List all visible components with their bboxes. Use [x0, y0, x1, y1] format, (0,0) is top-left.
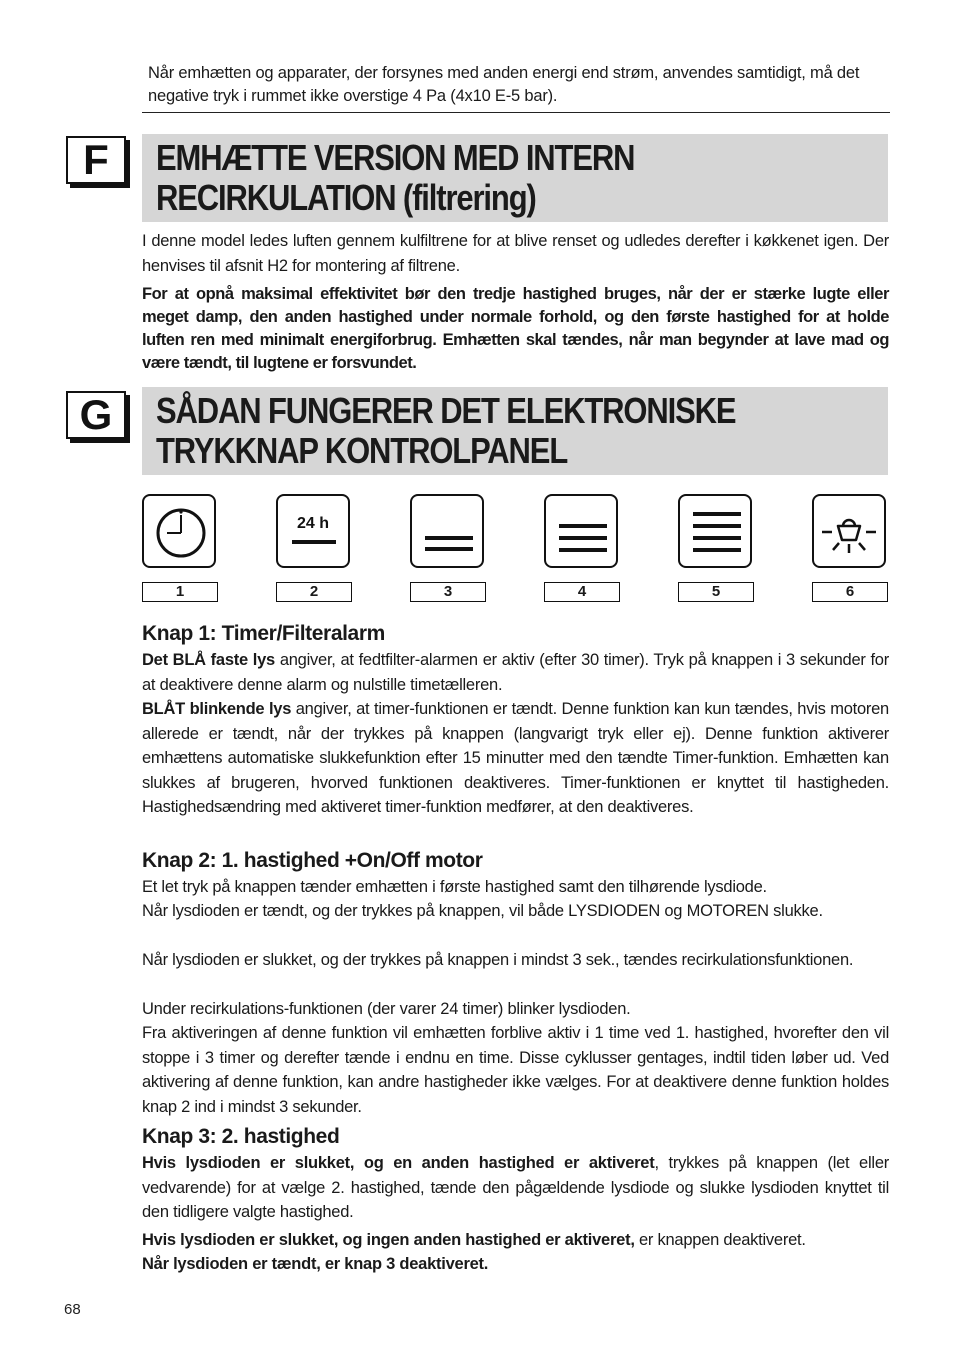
button-number: 3 [410, 582, 486, 602]
knap1-p1-bold: Det BLÅ faste lys [142, 651, 275, 669]
24h-icon [276, 494, 350, 568]
knap2-paragraph-4: Under recirkulations-funktionen (der varer 24 timer) blinker lysdioden. [142, 1000, 631, 1018]
knap1-p2-bold: BLÅT blinkende lys [142, 700, 292, 718]
knap2-paragraph-1: Et let tryk på knappen tænder emhætten i første hastighed samt den tilhørende lysdiode. [142, 878, 767, 896]
section-g-title-line1: SÅDAN FUNGERER DET ELEKTRONISKE [156, 390, 736, 431]
speed-4-lines-icon [678, 494, 752, 568]
page-number: 68 [64, 1301, 81, 1318]
button-number: 6 [812, 582, 888, 602]
knap3-p1-bold: Hvis lysdioden er slukket, og en anden hastighed er aktiveret [142, 1154, 655, 1172]
section-f-title-line1: EMHÆTTE VERSION MED INTERN [156, 137, 635, 178]
knap2-paragraph-2: Når lysdioden er tændt, og der trykkes på knappen, vil både LYSDIODEN og MOTOREN slukke. [142, 902, 823, 920]
knap2-paragraph-3: Når lysdioden er slukket, og der trykkes på knappen i mindst 3 sek., tændes recirkulationsfunktionen. [142, 951, 854, 969]
section-f-title-line2: RECIRKULATION [156, 177, 396, 218]
button-number: 2 [276, 582, 352, 602]
section-g-title-line2: TRYKKNAP KONTROLPANEL [156, 430, 568, 471]
knap1-paragraph-1 [142, 648, 889, 697]
section-f-letter: F [66, 136, 126, 184]
light-bulb-icon [812, 494, 886, 568]
knap3-p1-text: , trykkes på knappen (let eller vedvarende) for at vælge 2. hastighed, tænde den pågældende lysdiode og slukke lysdioden knyttet til den tidligere valgte hastighed. [142, 1154, 889, 1221]
knap3-paragraph-2 [142, 1228, 889, 1253]
divider [142, 112, 890, 113]
section-f-paragraph-1: I denne model ledes luften gennem kulfiltrene for at blive renset og udledes derefter i køkkenet igen. Der henvises til afsnit H2 for montering af filtrene. [142, 232, 889, 275]
knap1-heading: Knap 1: Timer/Filteralarm [142, 622, 385, 645]
timer-clock-icon [142, 494, 216, 568]
knap3-p2-text: er knappen deaktiveret. [634, 1231, 806, 1249]
speed-3-lines-icon [544, 494, 618, 568]
speed-2-lines-icon [410, 494, 484, 568]
knap3-p2-bold: Hvis lysdioden er slukket, og ingen anden hastighed er aktiveret, [142, 1231, 635, 1249]
button-number: 1 [142, 582, 218, 602]
section-f-paragraph-2: For at opnå maksimal effektivitet bør den tredje hastighed bruges, når der er stærke lugte eller meget damp, den anden hastighed under normale forhold, og den første hastighed for at holde luften ren med minimalt energiforbrug. Emhætten skal tændes, når man begynder at lave mad og være tændt, til lugtene er forsvundet. [142, 285, 889, 372]
knap3-paragraph-3 [142, 1252, 889, 1277]
intro-paragraph: Når emhætten og apparater, der forsynes med anden energi end strøm, anvendes samtidigt, må det negative tryk i rummet ikke overstige 4 Pa (4x10 E-5 bar). [148, 64, 860, 105]
section-f-title-box [142, 134, 888, 222]
knap1-paragraph-2 [142, 697, 889, 820]
knap1-p2-text: angiver, at timer-funktionen er tændt. Denne funktion kan kun tændes, hvis motoren allerede er tændt, når der trykkes på knappen (langvarigt tryk eller ej). Denne funktion aktiverer emhættens automatiske slukkefunktion efter 15 minutter med den tændte Timer-funktion. Emhætten kan slukkes af brugeren, hvorved funktionen deaktiveres. Timer-funktionen er knyttet til hastigheden. Hastighedsændring med aktiveret timer-funktion medfører, at den deaktiveres. [142, 700, 889, 816]
section-g-title-box [142, 387, 888, 475]
knap3-p3-bold: Når lysdioden er tændt, er knap 3 deaktiveret. [142, 1255, 489, 1273]
knap1-p1-text: angiver, at fedtfilter-alarmen er aktiv (efter 30 timer). Tryk på knappen i 3 sekunder for at deaktivere denne alarm og nulstille timetælleren. [142, 651, 889, 694]
24h-label: 24 h [296, 515, 330, 532]
knap3-heading: Knap 3: 2. hastighed [142, 1125, 340, 1148]
section-g-letter: G [66, 391, 126, 439]
button-number: 5 [678, 582, 754, 602]
section-f-title [156, 138, 775, 218]
section-f-title-sub: (filtrering) [402, 177, 536, 218]
button-number: 4 [544, 582, 620, 602]
knap2-heading: Knap 2: 1. hastighed +On/Off motor [142, 849, 483, 872]
knap3-paragraph-1 [142, 1151, 889, 1225]
control-panel-diagram [142, 494, 890, 606]
knap2-paragraph-5: Fra aktiveringen af denne funktion vil emhætten forblive aktiv i 1 time ved 1. hastighed, hvorefter den vil stoppe i 3 timer og derefter tænde i endnu en time. Disse cyklusser gentages, indtil tiden løber ud. Ved aktivering af denne funktion, kan andre hastigheder ikke vælges. For at deaktivere denne funktion holdes knap 2 ind i mindst 3 sekunder. [142, 1024, 889, 1116]
section-g-title [156, 391, 775, 471]
